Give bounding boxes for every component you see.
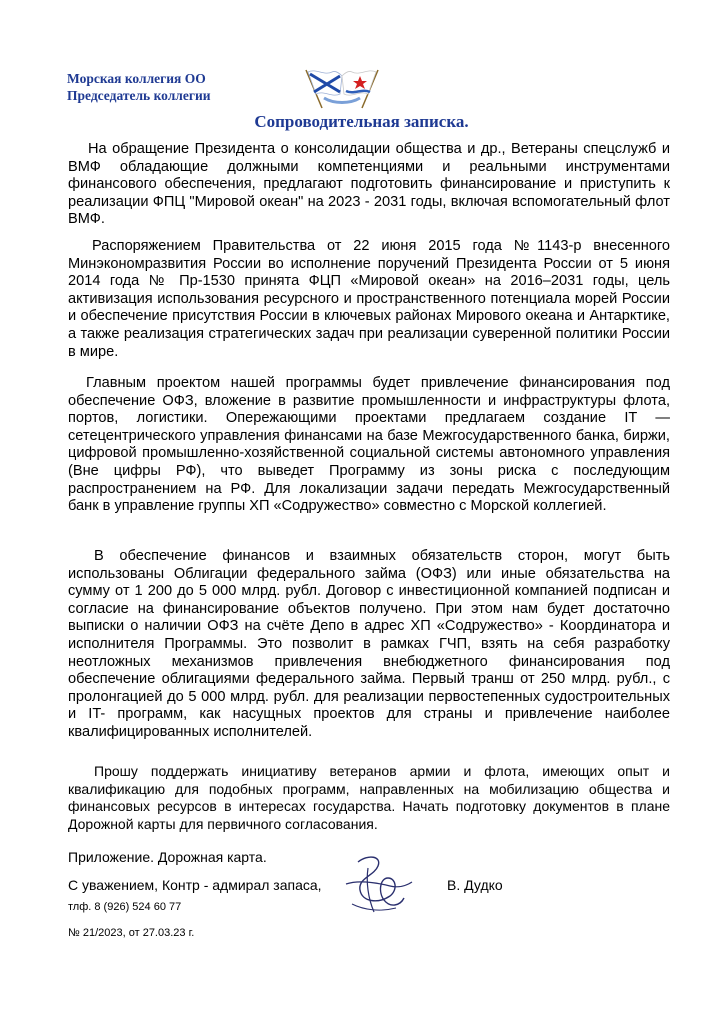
org-name: Морская коллегия ОО: [67, 71, 206, 86]
organization-header: [67, 70, 211, 104]
author-name: В. Дудко: [447, 877, 503, 893]
paragraph-3: Главным проектом нашей программы будет привлечение финансирования под обеспечение ОФЗ, вложение в развитие промышленности и инфраструктуры флота, портов, логистики. Опережающими проектами предлагаем создание IT — сетецентрического управления финансами на базе Межгосударственного банка, биржи, цифровой промышленно-хозяйственной социальной системы автономного управления (Вне цифры РФ), что выведет Программу из зоны риска с последующим распространением на РФ. Для локализации задачи передать Межгосударственный банк в управление группы ХП «Содружество» совместно с Морской коллегией.: [68, 375, 670, 515]
attachment-note: Приложение. Дорожная карта.: [68, 849, 267, 865]
naval-flags-icon: [296, 64, 388, 112]
paragraph-4: В обеспечение финансов и взаимных обязательств сторон, могут быть использованы Облигации федерального займа (ОФЗ) или иные обязательства на сумму от 1 200 до 5 000 млрд. рубл. Договор с инвестиционной компанией подписан и согласие на финансирование объектов получено. При этом нам будет достаточно выписки о наличии ОФЗ на счёте Депо в адрес ХП «Содружество» - Координатора и исполнителя Программы. Это позволит в рамках ГЧП, взять на себя разработку неотложных механизмов привлечения внебюджетного финансирования под обеспечение облигациями федерального займа. Первый транш от 250 млрд. рубл., с пролонгацией до 5 000 млрд. рубл. для реализации первостепенных судостроительных и IT- программ, как насущных проектов для страны и привлечение наиболее квалифицированных исполнителей.: [68, 548, 670, 740]
org-position: Председатель коллегии: [67, 88, 211, 103]
paragraph-5: Прошу поддержать инициативу ветеранов армии и флота, имеющих опыт и квалификацию для подобных программ, направленных на мобилизацию общества и финансовых ресурсов в интересах государства. Начать подготовку документов в плане Дорожной карты для первичного согласования.: [68, 763, 670, 832]
document-title: Сопроводительная записка.: [254, 112, 469, 131]
phone-number: тлф. 8 (926) 524 60 77: [68, 901, 182, 913]
paragraph-2: Распоряжением Правительства от 22 июня 2015 года №1143-р внесенного Минэкономразвития России во исполнение поручений Президента России от 5 июня 2014 года № Пр-1530 принята ФЦП «Мировой океан» на 2016–2031 годы, цель активизация использования ресурсного и пространственного потенциала морей России и обеспечение присутствия России в ключевых районах Мирового океана и Антарктике, а также реализация стратегических задач при реализации суверенной политики России в мире.: [68, 238, 670, 360]
signature-icon: [338, 848, 418, 920]
document-number: № 21/2023, от 27.03.23 г.: [68, 927, 195, 939]
paragraph-1: На обращение Президента о консолидации общества и др., Ветераны спецслужб и ВМФ обладающие должными компетенциями и реальными инструментами финансового обеспечения, предлагают подготовить финансирование и приступить к реализации ФПЦ "Мировой океан" на 2023 - 2031 годы, включая вспомогательный флот ВМФ.: [68, 141, 670, 228]
closing-regards: С уважением, Контр - адмирал запаса,: [68, 877, 322, 893]
